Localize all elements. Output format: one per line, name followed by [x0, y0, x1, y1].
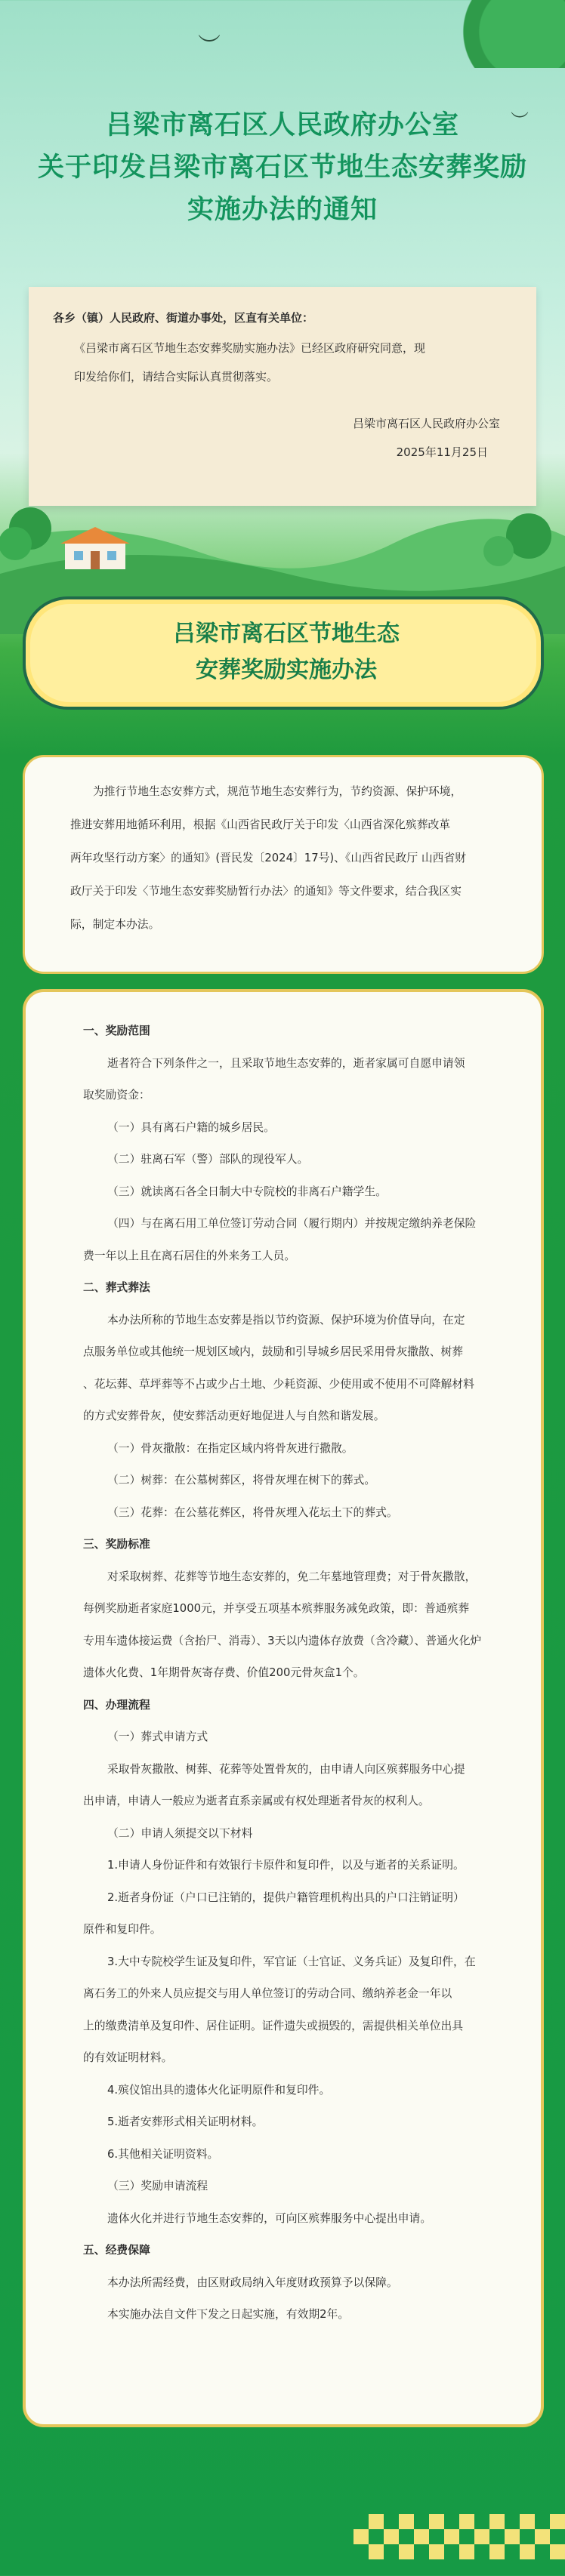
bird-icon: ︶ — [198, 33, 221, 60]
body-line: 对采取树葬、花葬等节地生态安葬的，免二年墓地管理费；对于骨灰撒散， — [107, 1570, 477, 1583]
body-line: 3.大中专院校学生证及复印件，军官证（士官证、义务兵证）及复印件，在 — [107, 1955, 476, 1968]
intro-box — [23, 755, 544, 974]
body-line: 遗体火化并进行节地生态安葬的，可向区殡葬服务中心提出申请。 — [107, 2211, 432, 2225]
body-line: （三）花葬：在公墓花葬区，将骨灰埋入花坛土下的葬式。 — [107, 1505, 398, 1519]
body-line: （一）骨灰撒散：在指定区域内将骨灰进行撒散。 — [107, 1441, 354, 1455]
intro-line: 际，制定本办法。 — [70, 918, 160, 931]
body-line: 点服务单位或其他统一规划区域内，鼓励和引导城乡居民采用骨灰撒散、树葬 — [83, 1345, 464, 1358]
body-line: 4.殡仪馆出具的遗体火化证明原件和复印件。 — [107, 2083, 331, 2097]
body-line: 离石务工的外来人员应提交与用人单位签订的劳动合同、缴纳养老金一年以 — [83, 1987, 452, 2000]
body-line: 本办法所称的节地生态安葬是指以节约资源、保护环境为价值导向，在定 — [107, 1313, 465, 1327]
body-line: 本办法所需经费，由区财政局纳入年度财政预算予以保障。 — [107, 2276, 398, 2289]
body-line: 5.逝者安葬形式相关证明材料。 — [107, 2115, 264, 2128]
body-line: 出申请，申请人一般应为逝者直系亲属或有权处理逝者骨灰的权利人。 — [83, 1795, 430, 1807]
body-line: （二）申请人须提交以下材料 — [107, 1826, 253, 1840]
body-line: 的方式安葬骨灰，使安葬活动更好地促进人与自然和谐发展。 — [83, 1410, 385, 1422]
body-line: 1.申请人身份证件和有效银行卡原件和复印件，以及与逝者的关系证明。 — [107, 1859, 465, 1872]
body-line: 的有效证明材料。 — [83, 2051, 173, 2064]
notice-body-line: 印发给你们，请结合实际认真贯彻落实。 — [74, 370, 279, 384]
body-line: 采取骨灰撒散、树葬、花葬等处置骨灰的，由申请人向区殡葬服务中心提 — [107, 1762, 465, 1776]
document-title — [0, 104, 565, 231]
section-heading: 四、办理流程 — [83, 1698, 150, 1712]
body-line: （二）驻离石军（警）部队的现役军人。 — [107, 1153, 309, 1166]
banner-title-line: 安葬奖励实施办法 — [196, 657, 377, 683]
body-line: 逝者符合下列条件之一，且采取节地生态安葬的，逝者家属可自愿申请领 — [107, 1056, 465, 1070]
title-line: 实施办法的通知 — [187, 195, 378, 225]
intro-line: 政厅关于印发〈节地生态安葬奖励暂行办法〉的通知》等文件要求，结合我区实 — [70, 885, 462, 898]
body-line: 原件和复印件。 — [83, 1923, 162, 1936]
house-illustration — [60, 525, 130, 571]
section-heading: 五、经费保障 — [83, 2244, 150, 2257]
tree-decoration — [437, 0, 565, 68]
body-line: （四）与在离石用工单位签订劳动合同（履行期内）并按规定缴纳养老保险 — [107, 1217, 477, 1230]
checker-decoration — [354, 2507, 565, 2576]
section-banner — [23, 596, 544, 710]
title-line: 关于印发吕梁市离石区节地生态安葬奖励 — [37, 153, 527, 183]
body-line: 取奖励资金： — [83, 1089, 150, 1102]
intro-line: 两年攻坚行动方案〉的通知》(晋民发〔2024〕17号)、《山西省民政厅 山西省财 — [70, 852, 467, 864]
intro-line: 为推行节地生态安葬方式，规范节地生态安葬行为，节约资源、保护环境， — [93, 785, 462, 798]
body-line: 2.逝者身份证（户口已注销的，提供户籍管理机构出具的户口注销证明） — [107, 1890, 465, 1904]
body-line: （三）就读离石各全日制大中专院校的非离石户籍学生。 — [107, 1185, 387, 1198]
body-line: 费一年以上且在离石居住的外来务工人员。 — [83, 1249, 296, 1262]
body-line: 遗体火化费、1年期骨灰寄存费、价值200元骨灰盒1个。 — [83, 1666, 365, 1679]
section-heading: 二、葬式葬法 — [83, 1281, 150, 1294]
section-heading: 三、奖励标准 — [83, 1538, 150, 1551]
body-line: （一）葬式申请方式 — [107, 1730, 208, 1743]
body-line: （二）树葬：在公墓树葬区，将骨灰埋在树下的葬式。 — [107, 1474, 376, 1487]
title-line: 吕梁市离石区人民政府办公室 — [105, 110, 459, 140]
body-line: 、花坛葬、草坪葬等不占或少占土地、少耗资源、少使用或不使用不可降解材料 — [83, 1377, 474, 1391]
bird-icon: ︶ — [511, 110, 529, 131]
notice-addressee: 各乡（镇）人民政府、街道办事处，区直有关单位： — [53, 311, 314, 325]
measures-body — [23, 989, 544, 2427]
section-heading: 一、奖励范围 — [83, 1025, 150, 1037]
body-line: （三）奖励申请流程 — [107, 2180, 208, 2192]
body-line: 上的缴费清单及复印件、居住证明。证件遗失或损毁的，需提供相关单位出具 — [83, 2019, 464, 2032]
body-line: 每例奖励逝者家庭1000元，并享受五项基本殡葬服务减免政策，即：普通殡葬 — [83, 1602, 470, 1615]
notice-signature: 吕梁市离石区人民政府办公室 — [352, 417, 500, 430]
notice-body-line: 《吕梁市离石区节地生态安葬奖励实施办法》已经区政府研究同意，现 — [74, 341, 426, 355]
intro-line: 推进安葬用地循环利用，根据《山西省民政厅关于印发〈山西省深化殡葬改革 — [70, 818, 451, 831]
notice-date: 2025年11月25日 — [396, 445, 488, 459]
body-line: （一）具有离石户籍的城乡居民。 — [107, 1120, 275, 1134]
body-line: 本实施办法自文件下发之日起实施，有效期2年。 — [107, 2308, 350, 2321]
notice-paper — [29, 287, 536, 506]
body-line: 6.其他相关证明资料。 — [107, 2147, 219, 2161]
banner-title-line: 吕梁市离石区节地生态 — [173, 621, 400, 647]
body-line: 专用车遗体接运费（含抬尸、消毒）、3天以内遗体存放费（含冷藏）、普通火化炉 — [83, 1634, 482, 1647]
